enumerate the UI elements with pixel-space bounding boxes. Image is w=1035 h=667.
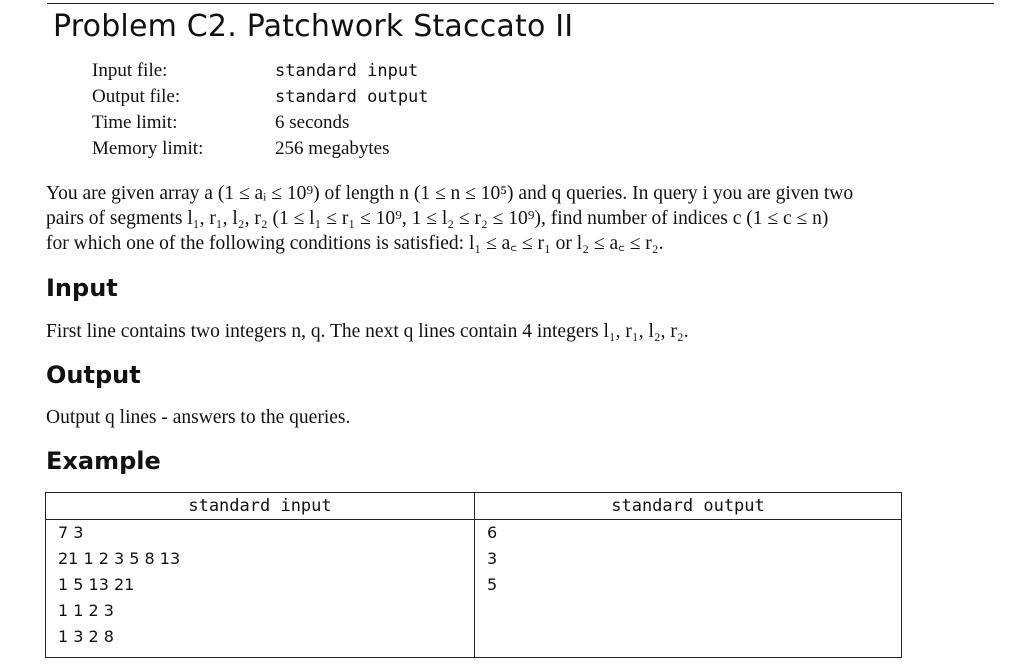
example-output-column [475,493,901,657]
input-description: First line contains two integers n, q. The next q lines contain 4 integers l₁, r₁, l₂, r₂. [46,321,689,342]
meta-key: Output file: [92,86,181,107]
meta-value: 256 megabytes [275,138,390,159]
example-output-lines [475,520,901,598]
meta-key: Time limit: [92,112,178,133]
meta-row-input-file [92,58,429,84]
example-heading: Example [46,447,161,475]
problem-statement [46,181,996,256]
meta-row-memory-limit [92,136,429,162]
statement-line: You are given array a (1 ≤ aᵢ ≤ 10⁹) of length n (1 ≤ n ≤ 10⁵) and q queries. In query i you are given two [46,183,854,204]
meta-row-time-limit [92,110,429,136]
statement-line: for which one of the following conditions is satisfied: l₁ ≤ a꜀ ≤ r₁ or l₂ ≤ a꜀ ≤ r₂. [46,233,664,254]
input-heading: Input [46,274,118,302]
example-input-line: 1 1 2 3 [58,601,114,620]
meta-key: Input file: [92,60,168,81]
top-rule [47,3,994,4]
output-description: Output q lines - answers to the queries. [46,407,351,428]
example-output-line: 6 [487,523,498,542]
meta-value: 6 seconds [275,112,350,133]
example-output-line: 3 [487,549,498,568]
example-output-line: 5 [487,575,498,594]
example-input-line: 21 1 2 3 5 8 13 [58,549,181,568]
example-input-lines [46,520,474,650]
example-input-line: 1 5 13 21 [58,575,135,594]
example-table [45,492,902,658]
statement-line: pairs of segments l₁, r₁, l₂, r₂ (1 ≤ l₁ ≤ r₁ ≤ 10⁹, 1 ≤ l₂ ≤ r₂ ≤ 10⁹), find number of indices c (1 ≤ c ≤ n) [46,208,829,229]
example-input-line: 1 3 2 8 [58,627,114,646]
problem-title: Problem C2. Patchwork Staccato II [53,9,574,44]
meta-row-output-file [92,84,429,110]
example-input-column [46,493,475,657]
problem-meta-table [92,58,429,162]
example-input-header: standard input [46,493,474,520]
example-output-header: standard output [475,493,901,520]
example-input-line: 7 3 [58,523,84,542]
meta-value: standard output [275,87,429,107]
meta-value: standard input [275,61,419,81]
output-heading: Output [46,361,141,389]
meta-key: Memory limit: [92,138,204,159]
